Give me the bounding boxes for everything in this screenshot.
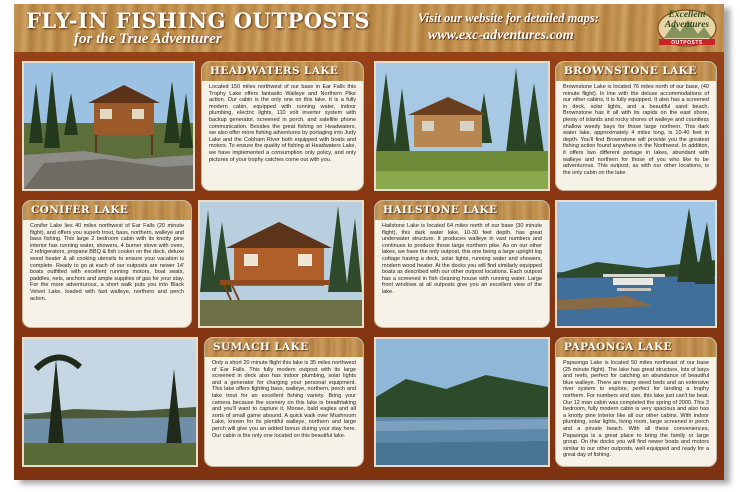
brownstone-card xyxy=(555,61,717,191)
conifer-cabin-image xyxy=(200,202,362,326)
logo-subtext: OUTPOSTS xyxy=(671,40,703,46)
sumach-lake-heading: SUMACH LAKE xyxy=(205,338,363,357)
logo-text: Excellent Adventures xyxy=(664,10,710,30)
conifer-photo xyxy=(198,200,364,328)
sumach-lake-description: Only a short 20 minute flight this lake is 35 miles northwest of Ear Falls. This fully modern outpost with its large screened in deck also has indoor plumbing, solar lights and a generator for charging your personal equipment. This lake offers fighting bass, walleye, northern, perch and lake trout for an excellent fishing variety. Bring your camera because the scenery on this lake is breathtaking and you'll want to capture it. Moose, bald eagles and all sorts of small game abound. A quick walk over Mushroom Lake, known for its plentiful walleye, northern and large perch will give you an added bonus during your stay here. Our cabin is the only one located on this beautiful lake. xyxy=(212,360,356,439)
conifer-card xyxy=(22,200,192,328)
hailstone-lake-description: Hailstone Lake is located 64 miles north of our base (30 minute flight), this dark water lake, 10-30 feet depth, has great underwater structure. It produces walleye in vast numbers and continues to produce those large northern pike. As on our other lakes, we have the only outpost, this one being a large upright log cottage having a deck, solar lights, running water and showers, modern wood heater. At the docks you will find similarly equipped boats as described with our other outpost locations. Each outpost has a screened in fish cleaning house with running water. Large front windows at all outposts give you an excellent view of the lake. xyxy=(382,223,542,295)
hailstone-photo xyxy=(555,200,717,328)
papaonga-lake-heading: PAPAONGA LAKE xyxy=(556,338,716,357)
website-url: www.exc-adventures.com xyxy=(428,28,574,43)
hailstone-floatplane-image xyxy=(557,202,715,326)
headwaters-card xyxy=(201,61,364,191)
wood-header xyxy=(14,4,724,52)
headwaters-lake-heading: HEADWATERS LAKE xyxy=(202,62,363,81)
brownstone-cabin-image xyxy=(376,63,548,189)
headwaters-cabin-image xyxy=(24,63,193,189)
page-subtitle: for the True Adventurer xyxy=(74,31,222,47)
papaonga-lake-description: Papaonga Lake is located 50 miles northeast of our base (25 minute flight). The lake has great structure, lots of bays and reefs, perfect for catching an abundance of beautiful blue walleye. There are many weed beds and an extensive river system to explore, perfect for landing a trophy northern. For numbers and size, this lake just can't be beat. Our 12 man cabin was completed the spring of 2000. This 3 bedroom, fully modern cabin is very spacious and also has a knotty pine interior like all our other cabins. With indoor plumbing, solar lights, living room, large screened in porch and a private beach. With all these conveniences, Papaonga is a great place to bring the family or large group. On the docks you will find newer boats and motors similar to our other outposts, well equipped and ready for a great day of fishing. xyxy=(563,360,709,459)
visit-website-text: Visit our website for detailed maps: xyxy=(418,11,599,25)
brochure-board xyxy=(14,4,724,480)
conifer-lake-heading: CONIFER LAKE xyxy=(23,201,191,220)
page-title: FLY-IN FISHING OUTPOSTS xyxy=(26,8,371,33)
sumach-lake-image xyxy=(24,339,196,465)
headwaters-lake-description: Located 150 miles northwest of our base in Ear Falls this Trophy Lake offers fantastic Walleye and Northern Pike action. Our cabin is the only one on this lake. It is a fully modern cabin, equipped with running water, indoor plumbing, electric lights, 110 volt inverter system with backup generator, screened in porch, and satellite phone communication. Besides the great fishing on Headwaters, we also offer more fishing adventures by portaging into Judy Lake and the Cobham River both equipped with boats and motors. To ensure the quality of fishing at Headwaters Lake, we have implemented a consumption only policy, and only pictures of your trophy catches come out with you. xyxy=(209,84,356,163)
papaonga-card xyxy=(555,337,717,467)
brownstone-photo xyxy=(374,61,550,191)
hailstone-lake-heading: HAILSTONE LAKE xyxy=(375,201,549,220)
conifer-lake-description: Conifer Lake lies 40 miles northwest of Ear Falls (20 minute flight), and offers you superb trout, bass, northern, walleye and bass fishing. This large 2 bedroom cabin with its knotty pine interior has running water, showers, 4 burner stove with oven, 2 refrigerators, propane BBQ & fish cooker on the deck, deluxe wood heater & all cooking utensils to ensure your vacation is complete. Ready to go at each of our outposts are newer 14' boats outfitted with excellent running motors, boat seats, paddles, nets, anchors and ample supplies of gas for your stay. For the more adventurous, a short walk puts you into Black Velvet Lake, loaded with fast walleye, northern and perch action. xyxy=(30,223,184,302)
brownstone-lake-description: Brownstone Lake is located 76 miles north of our base, (40 minute flight). In line with the deluxe accommodations of our other cabins, it is fully equipped. It also has a screened in deck, solar lights, and a beautiful sand beach. Brownstone has it all with its rapids on the east shore, plenty of islands and rocky shores of walleye and countless shallow weedy bays for those large northern. This dark water lake, approximately 4 miles long, is 10-40 feet in depth. You'll find Brownstone will provide you the greatest fishing action found anywhere in the Northwest. In addition, it offers two different portage in lakes, abundant with walleye and northern for those of you who like to be adventurous. This outpost, as with our other locations, is the only cabin on the lake. xyxy=(563,84,709,176)
headwaters-photo xyxy=(22,61,195,191)
brownstone-lake-heading: BROWNSTONE LAKE xyxy=(556,62,716,81)
hailstone-card xyxy=(374,200,550,328)
papaonga-photo xyxy=(374,337,550,467)
sumach-card xyxy=(204,337,364,467)
excellent-adventures-logo xyxy=(656,8,718,48)
sumach-photo xyxy=(22,337,198,467)
papaonga-lake-image xyxy=(376,339,548,465)
